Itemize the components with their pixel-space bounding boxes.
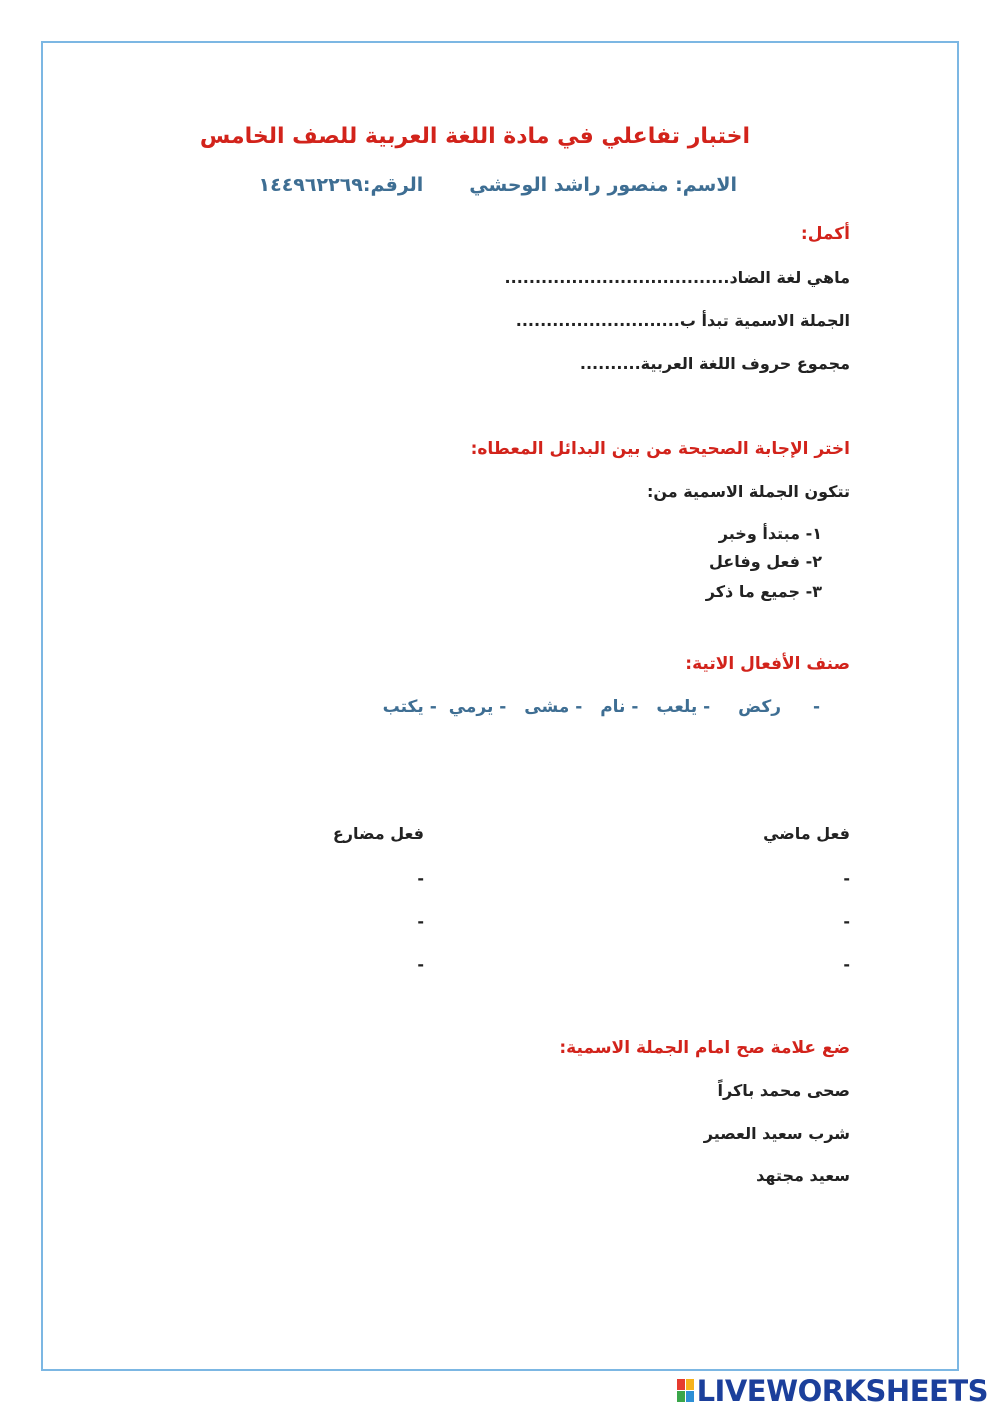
complete-item-2: الجملة الاسمية تبدأ ب........................... (515, 311, 850, 330)
verb-item: - يرمي (448, 697, 507, 717)
present-slot: - (417, 912, 424, 931)
complete-item-1: ماهي لغة الضاد..................................... (504, 268, 850, 287)
liveworksheets-logo-text: LIVEWORKSHEETS (696, 1374, 988, 1408)
tick-sentence-1: صحى محمد باكراً (717, 1081, 850, 1100)
tick-sentence-3: سعيد مجتهد (756, 1166, 850, 1185)
choose-heading: اختر الإجابة الصحيحة من بين البدائل المعطاه: (470, 439, 850, 459)
verb-item: - نام (600, 697, 639, 717)
present-tense-heading: فعل مضارع (332, 824, 424, 843)
liveworksheets-logo (677, 1376, 988, 1406)
present-slot: - (417, 955, 424, 974)
classify-heading: صنف الأفعال الاتية: (685, 654, 850, 674)
liveworksheets-logo-icon (677, 1379, 695, 1403)
student-info (258, 174, 737, 196)
verb-item: - يلعب (656, 697, 711, 717)
verbs-list (383, 699, 820, 716)
complete-heading: أكمل: (800, 224, 850, 244)
tick-heading: ضع علامة صح امام الجملة الاسمية: (559, 1038, 850, 1058)
student-name: الاسم: منصور راشد الوحشي (469, 174, 737, 196)
past-slot: - (843, 912, 850, 931)
choose-option-2: ٢- فعل وفاعل (709, 552, 822, 571)
verb-item: - يكتب (382, 697, 437, 717)
page-title: اختبار تفاعلي في مادة اللغة العربية للصف الخامس (199, 124, 750, 149)
choose-option-3: ٣- جميع ما ذكر (705, 582, 822, 601)
verb-item: - مشى (524, 697, 583, 717)
past-slot: - (843, 955, 850, 974)
verb-item: - (812, 697, 820, 717)
choose-question: تتكون الجملة الاسمية من: (646, 482, 850, 501)
past-tense-heading: فعل ماضي (763, 824, 850, 843)
complete-item-3: مجموع حروف اللغة العربية.......... (579, 354, 850, 373)
verb-item: ركض (738, 697, 782, 717)
tick-sentence-2: شرب سعيد العصير (703, 1124, 850, 1143)
present-slot: - (417, 869, 424, 888)
past-slot: - (843, 869, 850, 888)
choose-option-1: ١- مبتدأ وخبر (718, 524, 822, 543)
student-id: الرقم:١٤٤٩٦٢٢٦٩ (258, 174, 424, 196)
